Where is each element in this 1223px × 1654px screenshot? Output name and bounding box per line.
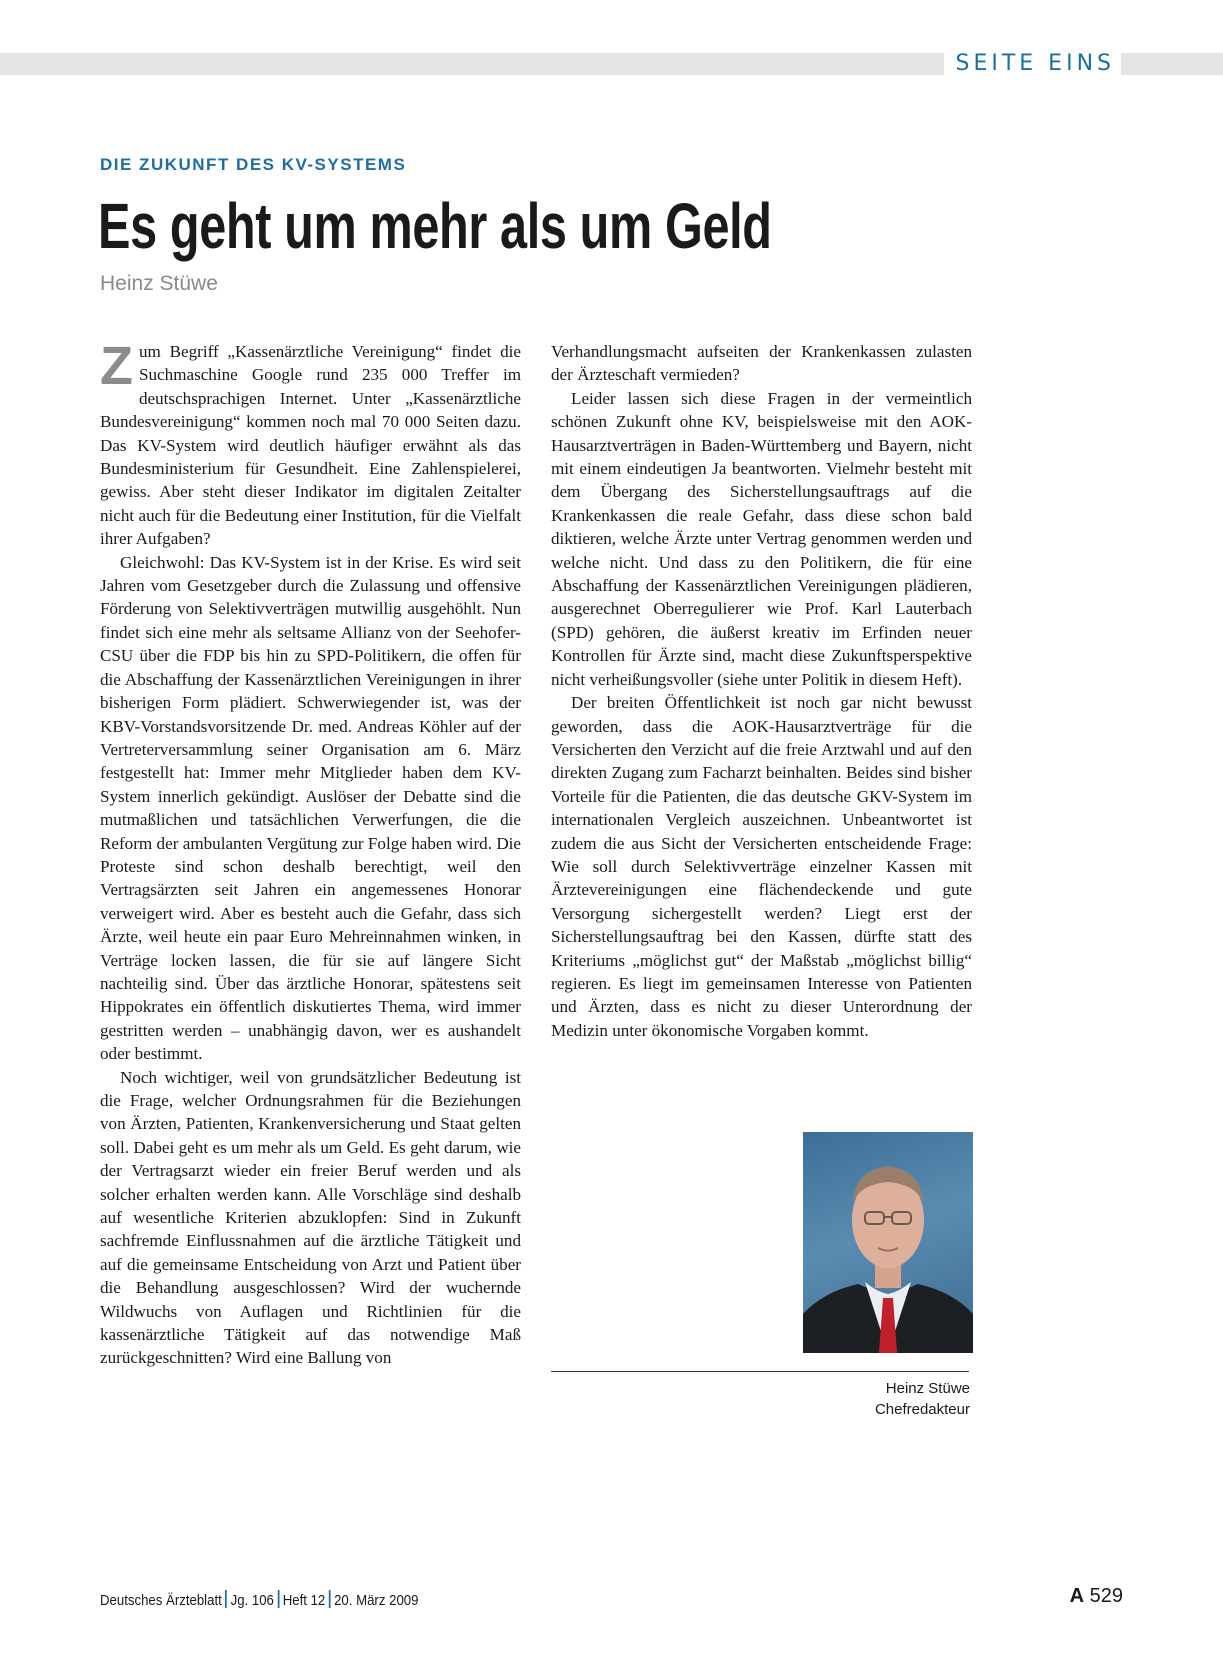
journal-issue: Heft 12 <box>282 1592 326 1609</box>
page-number <box>1070 1585 1123 1608</box>
journal-date: 20. März 2009 <box>334 1592 419 1609</box>
page-number-value: 529 <box>1089 1585 1123 1607</box>
paragraph: Der breiten Öffentlichkeit ist noch gar nicht bewusst geworden, dass die AOK-Hausarztverträge für die Versicherten den Verzicht auf die freie Arztwahl und auf den direkten Zugang zum Facharzt beinhalten. Beides sind bisher Vorteile für die Patienten, die das deutsche GKV-System im internationalen Vergleich auszeichnen. Unbeantwortet ist zudem die aus Sicht der Versicherten entscheidende Frage: Wie soll durch Selektivverträge einzelner Kassen mit Ärztevereinigungen eine flächendeckende und gute Versorgung sichergestellt werden? Liegt erst der Sicherstellungsauftrag bei den Kassen, dürfte statt des Kriteriums „möglichst gut“ der Maßstab „möglichst billig“ regieren. Es liegt im gemeinsamen Interesse von Patienten und Ärzten, dass es nicht zu dieser Unterordnung der Medizin unter ökonomische Vorgaben kommt. <box>551 693 972 1040</box>
paragraph <box>100 336 521 551</box>
author-portrait <box>803 1132 973 1353</box>
journal-name: Deutsches Ärzteblatt <box>100 1592 222 1609</box>
paragraph: Verhandlungsmacht aufseiten der Krankenkassen zulasten der Ärzteschaft vermieden? <box>551 342 972 385</box>
article-column-2 <box>551 340 972 1042</box>
paragraph: Leider lassen sich diese Fragen in der vermeintlich schönen Zukunft ohne KV, beispielsweise mit den AOK-Hausarztverträgen in Baden-Württemberg und Bayern, nicht mit einem eindeutigen Ja beantworten. Vielmehr besteht mit dem Übergang des Sicherstellungsauftrags auf die Krankenkassen die reale Gefahr, dass diese schon bald diktieren, welche Ärzte unter Vertrag genommen werden und welche nicht. Und dass zu den Politikern, die für eine Abschaffung der Kassenärztlichen Vereinigungen plädieren, ausgerechnet Oberregulierer wie Prof. Karl Lauterbach (SPD) gehören, die äußerst kreativ im Erfinden neuer Kontrollen für Ärzte sind, macht diese Zukunftsperspektive nicht verheißungsvoller (siehe unter Politik in diesem Heft). <box>551 388 972 689</box>
portrait-caption <box>875 1378 970 1420</box>
journal-volume: Jg. 106 <box>230 1592 274 1609</box>
paragraph-text: um Begriff „Kassenärztliche Vereinigung“ findet die Suchmaschine Google rund 235 000 Treffer im deutschsprachigen Internet. Unter „Kassenärztliche Bundesvereinigung“ kommen noch mal 70 000 Seiten dazu. Das KV-System wird deutlich häufiger erwähnt als das Bundesministerium für Gesundheit. Eine Zahlenspielerei, gewiss. Aber steht dieser Indikator im digitalen Zeitalter nicht auch für die Bedeutung einer Institution, für die Vielfalt ihrer Aufgaben? <box>100 342 521 549</box>
portrait-illustration <box>803 1132 973 1353</box>
article-headline: Es geht um mehr als um Geld <box>98 190 772 262</box>
article-kicker: DIE ZUKUNFT DES KV-SYSTEMS <box>100 155 407 174</box>
drop-cap: Z <box>100 336 133 396</box>
article-column-1 <box>100 336 521 1370</box>
footer-separator <box>225 1590 227 1608</box>
article-author: Heinz Stüwe <box>100 272 218 295</box>
caption-rule <box>551 1371 969 1372</box>
paragraph: Gleichwohl: Das KV-System ist in der Krise. Es wird seit Jahren vom Gesetzgeber durch die Zulassung und offensive Förderung von Selektivverträgen mutwillig ausgehöhlt. Nun findet sich eine mehr als seltsame Allianz von der Seehofer-CSU über die FDP bis hin zu SPD-Politikern, die offen für die Abschaffung der Kassenärztlichen Vereinigungen in ihrer bisherigen Form plädiert. Schwerwiegender ist, was der KBV-Vorstandsvorsitzende Dr. med. Andreas Köhler auf der Vertreterversammlung seiner Organisation am 6. März festgestellt hat: Immer mehr Mitglieder haben dem KV-System innerlich gekündigt. Auslöser der Debatte sind die mutmaßlichen und tatsächlichen Verwerfungen, die die Reform der ambulanten Vergütung zur Folge haben wird. Die Proteste sind schon deshalb berechtigt, weil den Vertragsärzten seit Jahren ein angemessenes Honorar verweigert wird. Aber es besteht auch die Gefahr, dass sich Ärzte, weil heute ein paar Euro Mehreinnahmen winken, in Verträge locken lassen, die für sie auf längere Sicht nachteilig sind. Über das ärztliche Honorar, spätestens seit Hippokrates ein öffentlich diskutiertes Thema, wird immer gestritten werden – unabhängig davon, wer es aushandelt oder bestimmt. <box>100 552 521 1064</box>
footer-separator <box>329 1590 331 1608</box>
section-label: SEITE EINS <box>944 50 1122 78</box>
footer-separator <box>277 1590 279 1608</box>
caption-name: Heinz Stüwe <box>885 1380 970 1397</box>
footer-citation <box>100 1590 418 1609</box>
caption-role: Chefredakteur <box>874 1401 970 1418</box>
page-prefix: A <box>1069 1585 1085 1607</box>
paragraph: Noch wichtiger, weil von grundsätzlicher Bedeutung ist die Frage, welcher Ordnungsrahmen für die Beziehungen von Ärzten, Patienten, Krankenversicherung und Staat gelten soll. Dabei geht es um mehr als um Geld. Es geht darum, wie der Vertragsarzt wieder ein freier Beruf werden und als solcher erhalten werden kann. Alle Vorschläge sind deshalb auf wesentliche Kriterien abzuklopfen: Sind in Zukunft sachfremde Einflussnahmen auf die ärztliche Tätigkeit und auf die gemeinsame Entscheidung von Arzt und Patient über die Behandlung ausgeschlossen? Wird der wuchernde Wildwuchs von Auflagen und Richtlinien für die kassenärztliche Tätigkeit auf das notwendige Maß zurückgeschnitten? Wird eine Ballung von <box>100 1067 521 1368</box>
